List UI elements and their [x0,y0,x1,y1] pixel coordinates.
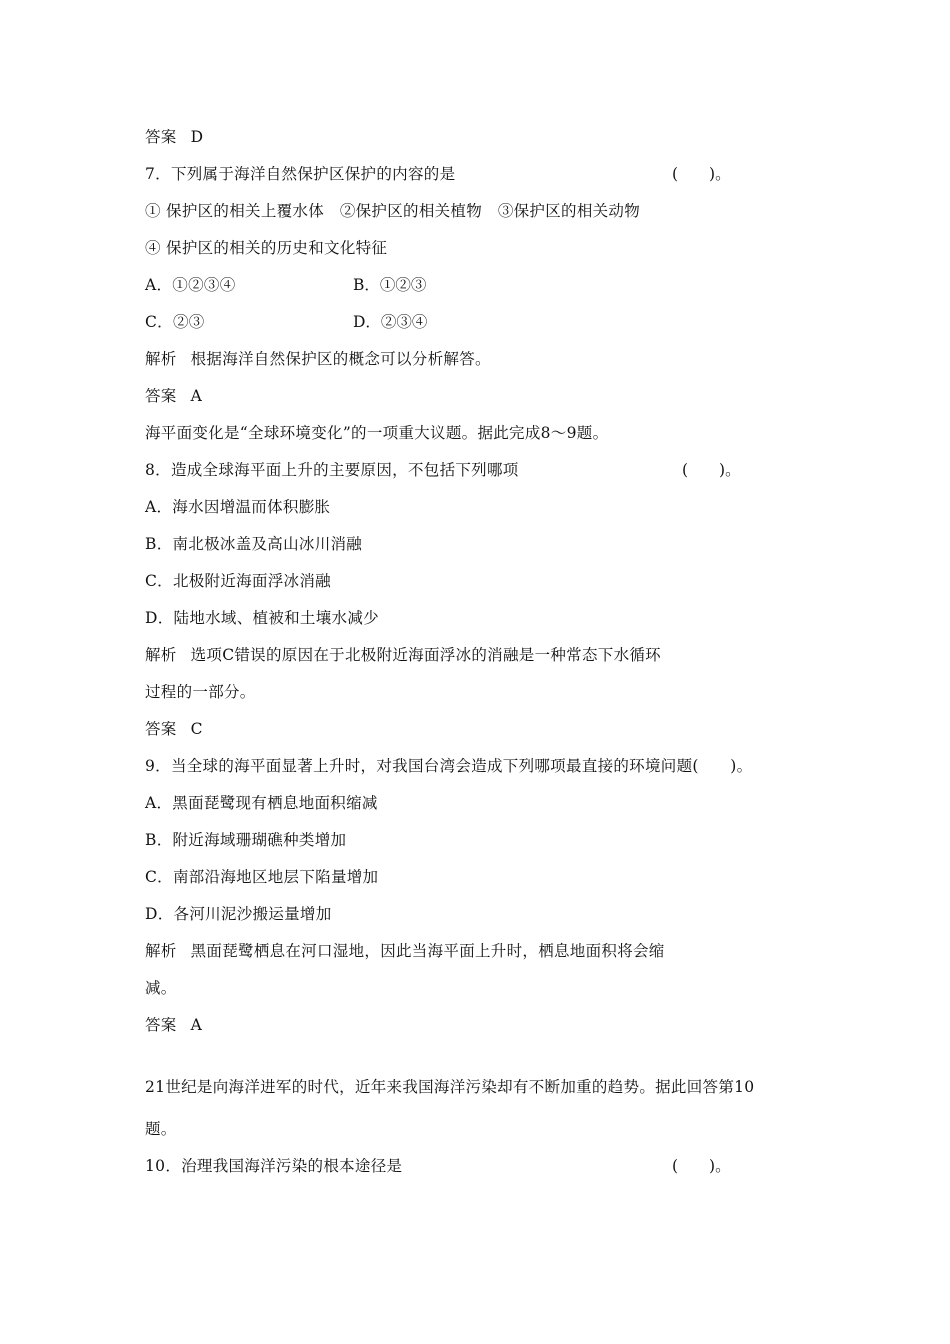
question-8-answer-blank: ( )。 [682,461,741,479]
question-7-option-c: C．②③ [145,313,205,331]
analysis-label: 解析 [145,646,177,664]
question-9-option-c: C．南部沿海地区地层下陷量增加 [145,868,379,886]
answer-value: C [190,720,203,738]
question-8-option-d: D．陆地水域、植被和土壤水减少 [145,609,379,627]
answer-value: D [190,128,204,146]
question-9-option-a: A．黑面琵鹭现有栖息地面积缩减 [145,794,378,812]
question-7-analysis [145,349,491,369]
question-7-stem: 7．下列属于海洋自然保护区保护的内容的是 [145,165,456,183]
question-9-option-b: B．附近海域珊瑚礁种类增加 [145,831,347,849]
answer-label: 答案 [145,720,177,738]
answer-label: 答案 [145,1016,177,1034]
answer-label: 答案 [145,387,177,405]
question-7-items-line-2: ④ 保护区的相关的历史和文化特征 [145,239,388,257]
question-8-stem: 8．造成全球海平面上升的主要原因，不包括下列哪项 [145,461,519,479]
analysis-text: 选项C错误的原因在于北极附近海面浮冰的消融是一种常态下水循环 [190,646,661,664]
analysis-text: 黑面琵鹭栖息在河口湿地，因此当海平面上升时，栖息地面积将会缩 [190,942,665,960]
question-7-answer [145,386,202,406]
question-10-answer-blank: ( )。 [672,1157,731,1175]
analysis-label: 解析 [145,350,177,368]
question-10-stem: 10．治理我国海洋污染的根本途径是 [145,1157,403,1175]
question-9-stem: 9．当全球的海平面显著上升时，对我国台湾会造成下列哪项最直接的环境问题( )。 [145,757,753,775]
intro-questions-8-9: 海平面变化是“全球环境变化”的一项重大议题。据此完成8～9题。 [145,424,609,442]
intro-question-10-line-2: 题。 [145,1120,177,1138]
question-9-analysis-line-2: 减。 [145,979,177,997]
answer-value: A [190,387,203,405]
question-8-analysis-line-2: 过程的一部分。 [145,683,256,701]
question-8-option-c: C．北极附近海面浮冰消融 [145,572,331,590]
analysis-text: 根据海洋自然保护区的概念可以分析解答。 [190,350,491,368]
question-9-answer [145,1015,202,1035]
question-9-option-d: D．各河川泥沙搬运量增加 [145,905,332,923]
analysis-label: 解析 [145,942,177,960]
question-8-option-a: A．海水因增温而体积膨胀 [145,498,331,516]
answer-label: 答案 [145,128,177,146]
question-8-answer [145,719,203,739]
intro-question-10-line-1: 21世纪是向海洋进军的时代，近年来我国海洋污染却有不断加重的趋势。据此回答第10 [145,1078,755,1096]
question-7-option-a: A．①②③④ [145,276,236,294]
question-7-option-d: D．②③④ [353,313,428,331]
question-7-items-line-1: ① 保护区的相关上覆水体 ②保护区的相关植物 ③保护区的相关动物 [145,202,641,220]
answer-line-q6 [145,127,203,147]
question-7-answer-blank: ( )。 [672,165,731,183]
question-8-option-b: B．南北极冰盖及高山冰川消融 [145,535,363,553]
question-8-analysis-line-1 [145,645,661,665]
question-9-analysis-line-1 [145,941,665,961]
question-7-option-b: B．①②③ [353,276,427,294]
answer-value: A [190,1016,203,1034]
